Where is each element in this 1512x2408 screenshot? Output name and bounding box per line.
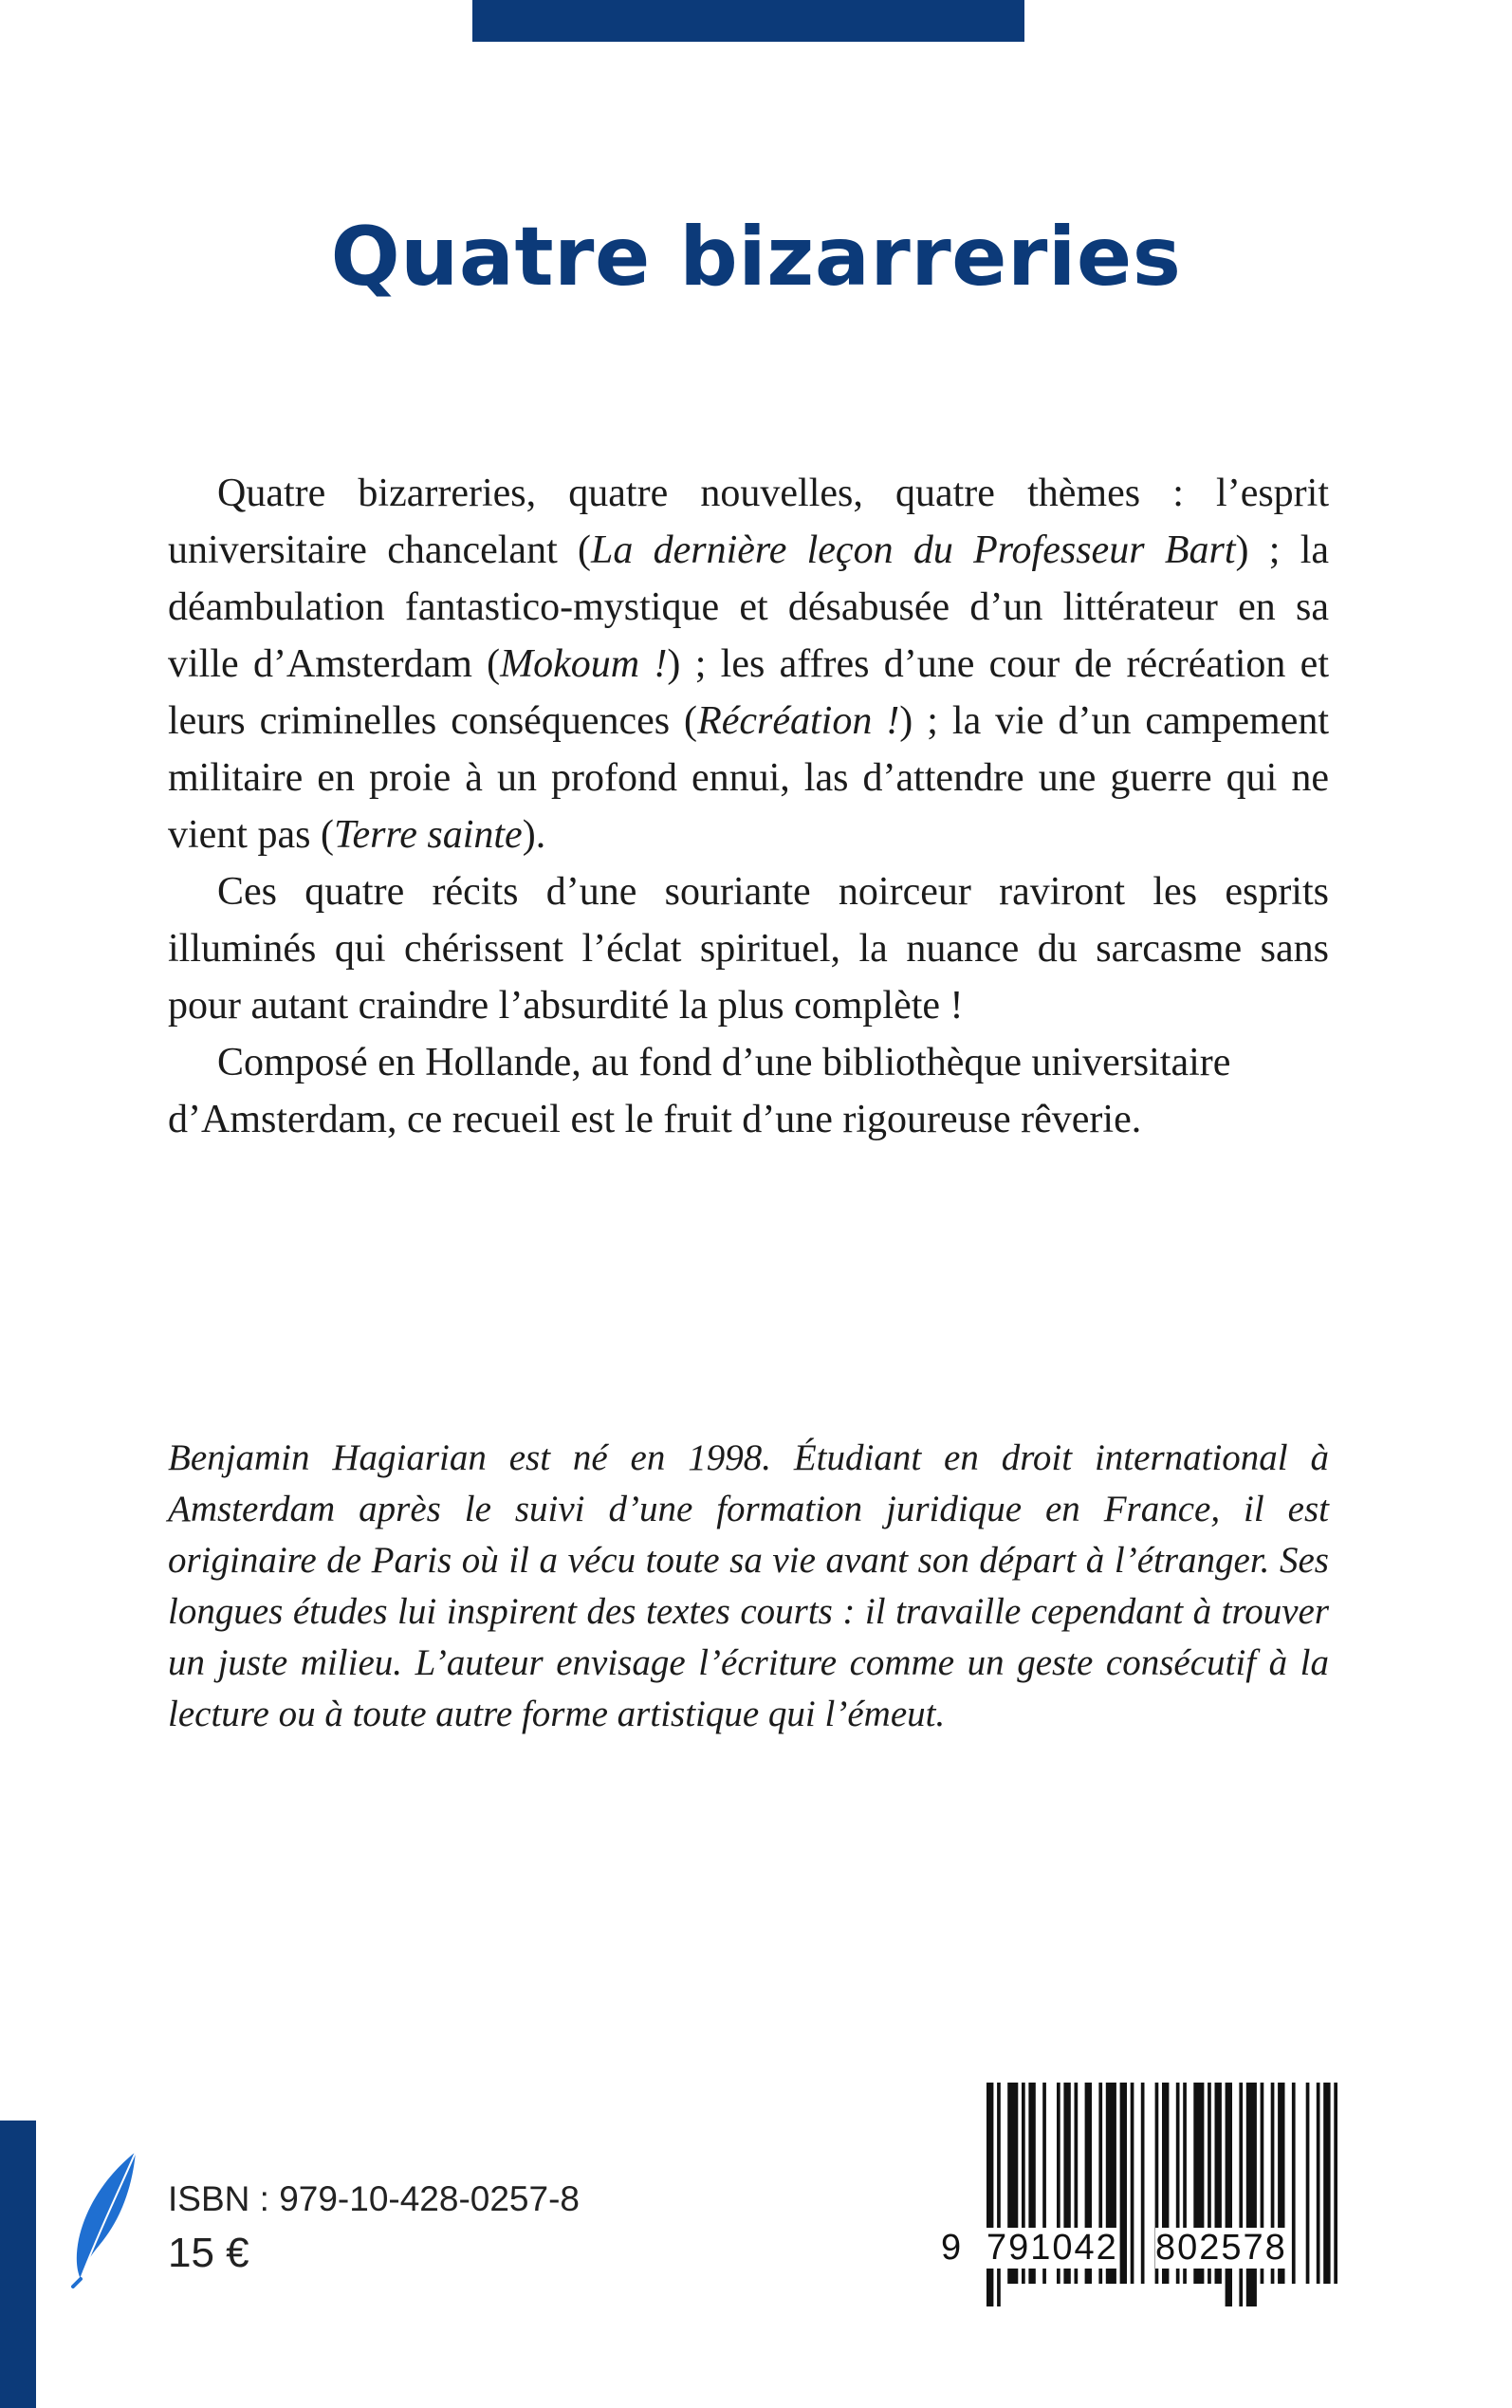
synopsis-paragraph-1	[168, 465, 1329, 863]
barcode-bar	[1141, 2083, 1145, 2284]
barcode-digit-first: 9	[941, 2228, 964, 2268]
barcode-bar	[1334, 2083, 1337, 2284]
synopsis-paragraph-2: Ces quatre récits d’une souriante noirceur raviront les esprits illuminés qui chérissent l’éclat spirituel, la nuance du sarcasme sans pour autant craindre l’absurdité la plus complète !	[168, 870, 1329, 1028]
synopsis-text: ) ; la déambulation fantastico-mystique et désabusée d’un littérateur en sa ville d’Amsterdam (	[168, 528, 1330, 686]
barcode-bar	[1292, 2083, 1296, 2284]
author-bio: Benjamin Hagiarian est né en 1998. Étudiant en droit international à Amsterdam après le suivi d’une formation juridique en France, il est originaire de Paris où il a vécu toute sa vie avant son départ à l’étranger. Ses longues études lui inspirent des textes courts : il travaille cependant à trouver un juste milieu. L’auteur envisage l’écriture comme un geste consécutif à la lecture ou à toute autre forme artistique qui l’émeut.	[168, 1437, 1329, 1734]
synopsis	[168, 465, 1329, 1148]
feather-icon	[62, 2146, 147, 2288]
isbn-label: ISBN : 979-10-428-0257-8	[168, 2179, 580, 2218]
story-title: La dernière leçon du Professeur Bart	[591, 528, 1236, 572]
barcode-bar	[1120, 2083, 1127, 2284]
synopsis-text: ).	[522, 813, 546, 857]
story-title: Récréation !	[697, 699, 900, 743]
barcode-bar	[1226, 2083, 1232, 2306]
barcode	[930, 2083, 1337, 2310]
barcode-bar	[1239, 2083, 1243, 2306]
barcode-bar	[1317, 2083, 1320, 2284]
barcode-digits-left: 791042	[986, 2228, 1118, 2268]
barcode-bar	[997, 2083, 1001, 2306]
synopsis-paragraph-3: Composé en Hollande, au fond d’une bibliothèque universitaire d’Amsterdam, ce recueil est le fruit d’une rigoureuse rêverie.	[168, 1041, 1231, 1141]
top-accent-bar	[472, 0, 1024, 42]
barcode-digits-right: 802578	[1155, 2228, 1287, 2268]
side-accent-bar	[0, 2121, 36, 2408]
story-title: Terre sainte	[333, 813, 523, 857]
book-title: Quatre bizarreries	[330, 209, 1182, 305]
barcode-bar	[986, 2083, 993, 2306]
synopsis-text: ) ; la vie d’un campement militaire en proie à un profond ennui, las d’attendre une guerre qui ne vient pas (	[168, 699, 1330, 857]
barcode-bar	[1131, 2083, 1134, 2284]
barcode-bar	[1306, 2083, 1310, 2284]
synopsis-text: Quatre bizarreries, quatre nouvelles, quatre thèmes : l’esprit universitaire chancelant (	[168, 472, 1329, 572]
price-label: 15 €	[168, 2230, 249, 2276]
barcode-bar	[1246, 2083, 1257, 2306]
synopsis-text: ) ; les affres d’une cour de récréation et leurs criminelles conséquences (	[168, 642, 1329, 743]
barcode-bar	[1323, 2083, 1330, 2284]
story-title: Mokoum !	[500, 642, 668, 686]
